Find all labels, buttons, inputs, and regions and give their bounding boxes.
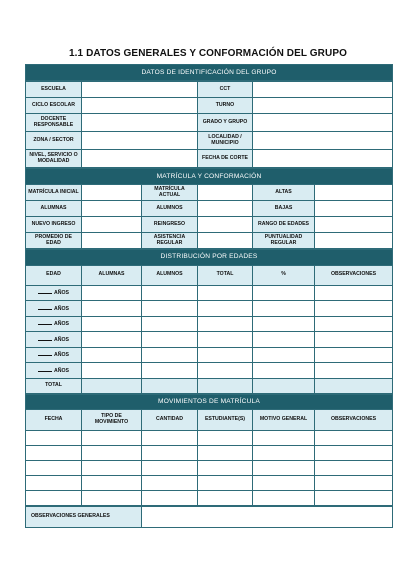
female-cell[interactable]: [82, 332, 142, 348]
percent-cell[interactable]: [253, 301, 315, 317]
school-label: ESCUELA: [26, 82, 82, 98]
new-entry-field[interactable]: [82, 217, 142, 233]
cell[interactable]: [26, 446, 82, 461]
movement-row: [26, 431, 393, 446]
percent-cell[interactable]: [253, 285, 315, 301]
cell[interactable]: [198, 446, 253, 461]
level-label: NIVEL, SERVICIO O MODALIDAD: [26, 150, 82, 168]
age-row: [26, 347, 393, 363]
cell[interactable]: [142, 446, 198, 461]
attendance-field[interactable]: [198, 233, 253, 249]
teacher-label: DOCENTE RESPONSABLE: [26, 114, 82, 132]
total-cell[interactable]: [198, 363, 253, 379]
age-row: [26, 285, 393, 301]
observations-cell[interactable]: [315, 301, 393, 317]
age-distribution-table: [25, 249, 393, 394]
current-enrollment-field[interactable]: [198, 185, 253, 201]
identification-table-body: [25, 81, 393, 168]
percent-cell[interactable]: [253, 332, 315, 348]
female-cell[interactable]: [82, 285, 142, 301]
cell[interactable]: [198, 431, 253, 446]
male-cell[interactable]: [142, 285, 198, 301]
cutoff-date-label: FECHA DE CORTE: [198, 150, 253, 168]
teacher-field[interactable]: [82, 114, 198, 132]
percent-total-cell[interactable]: [253, 378, 315, 394]
grade-group-field[interactable]: [253, 114, 393, 132]
cell[interactable]: [82, 446, 142, 461]
age-row: [26, 363, 393, 379]
female-total-cell[interactable]: [82, 378, 142, 394]
cell[interactable]: [26, 431, 82, 446]
cutoff-date-field[interactable]: [253, 150, 393, 168]
age-row: [26, 332, 393, 348]
shift-field[interactable]: [253, 98, 393, 114]
withdrawals-label: BAJAS: [253, 201, 315, 217]
general-observations-label: OBSERVACIONES GENERALES: [26, 507, 142, 528]
total-cell[interactable]: [198, 301, 253, 317]
reentry-field[interactable]: [198, 217, 253, 233]
percent-cell[interactable]: [253, 347, 315, 363]
male-cell[interactable]: [142, 332, 198, 348]
age-cell[interactable]: AÑOS: [26, 316, 82, 332]
cell[interactable]: [253, 461, 315, 476]
age-distribution-header: DISTRIBUCIÓN POR EDADES: [26, 250, 393, 266]
female-students-field[interactable]: [82, 201, 142, 217]
cell[interactable]: [315, 491, 393, 506]
cell[interactable]: [198, 476, 253, 491]
cell[interactable]: [142, 476, 198, 491]
col-female: ALUMNAS: [82, 265, 142, 285]
enrollment-header: MATRÍCULA Y CONFORMACIÓN: [26, 169, 393, 185]
cell[interactable]: [315, 446, 393, 461]
movement-row: [26, 491, 393, 506]
cct-label: CCT: [198, 82, 253, 98]
cycle-label: CICLO ESCOLAR: [26, 98, 82, 114]
cell[interactable]: [82, 491, 142, 506]
cell[interactable]: [315, 431, 393, 446]
col-students: ESTUDIANTE(S): [198, 410, 253, 431]
locality-label: LOCALIDAD / MUNICIPIO: [198, 132, 253, 150]
movement-row: [26, 461, 393, 476]
total-cell[interactable]: [198, 332, 253, 348]
female-cell[interactable]: [82, 347, 142, 363]
cct-field[interactable]: [253, 82, 393, 98]
male-total-cell[interactable]: [142, 378, 198, 394]
male-cell[interactable]: [142, 347, 198, 363]
age-cell[interactable]: AÑOS: [26, 285, 82, 301]
cell[interactable]: [26, 491, 82, 506]
cell[interactable]: [253, 491, 315, 506]
cell[interactable]: [253, 446, 315, 461]
male-cell[interactable]: [142, 363, 198, 379]
grade-group-label: GRADO Y GRUPO: [198, 114, 253, 132]
level-field[interactable]: [82, 150, 198, 168]
male-cell[interactable]: [142, 301, 198, 317]
average-age-label: PROMEDIO DE EDAD: [26, 233, 82, 249]
cell[interactable]: [26, 461, 82, 476]
additions-label: ALTAS: [253, 185, 315, 201]
cell[interactable]: [82, 431, 142, 446]
cycle-field[interactable]: [82, 98, 198, 114]
general-observations-table: [25, 506, 393, 528]
form-sheet: [25, 64, 392, 528]
col-date: FECHA: [26, 410, 82, 431]
age-row: [26, 316, 393, 332]
cell[interactable]: [315, 461, 393, 476]
col-movement-observations: OBSERVACIONES: [315, 410, 393, 431]
observations-cell[interactable]: [315, 347, 393, 363]
col-observations: OBSERVACIONES: [315, 265, 393, 285]
col-total: TOTAL: [198, 265, 253, 285]
movements-table: [25, 394, 393, 506]
female-cell[interactable]: [82, 301, 142, 317]
male-students-label: ALUMNOS: [142, 201, 198, 217]
col-male: ALUMNOS: [142, 265, 198, 285]
cell[interactable]: [198, 461, 253, 476]
age-range-label: RANGO DE EDADES: [253, 217, 315, 233]
total-cell[interactable]: [198, 316, 253, 332]
initial-enrollment-label: MATRÍCULA INICIAL: [26, 185, 82, 201]
female-cell[interactable]: [82, 316, 142, 332]
identification-table: [25, 64, 393, 81]
age-range-field[interactable]: [315, 217, 393, 233]
shift-label: TURNO: [198, 98, 253, 114]
col-quantity: CANTIDAD: [142, 410, 198, 431]
movement-row: [26, 476, 393, 491]
age-row: [26, 301, 393, 317]
total-cell[interactable]: [198, 347, 253, 363]
movements-header: MOVIMIENTOS DE MATRÍCULA: [26, 395, 393, 410]
page-title: 1.1 DATOS GENERALES Y CONFORMACIÓN DEL GRUPO: [69, 48, 347, 59]
cell[interactable]: [253, 476, 315, 491]
cell[interactable]: [142, 431, 198, 446]
zone-label: ZONA / SECTOR: [26, 132, 82, 150]
current-enrollment-label: MATRÍCULA ACTUAL: [142, 185, 198, 201]
cell[interactable]: [26, 476, 82, 491]
male-cell[interactable]: [142, 316, 198, 332]
withdrawals-field[interactable]: [315, 201, 393, 217]
col-movement-type: TIPO DE MOVIMIENTO: [82, 410, 142, 431]
female-students-label: ALUMNAS: [26, 201, 82, 217]
average-age-field[interactable]: [82, 233, 142, 249]
additions-field[interactable]: [315, 185, 393, 201]
col-reason: MOTIVO GENERAL: [253, 410, 315, 431]
new-entry-label: NUEVO INGRESO: [26, 217, 82, 233]
zone-field[interactable]: [82, 132, 198, 150]
punctuality-field[interactable]: [315, 233, 393, 249]
age-cell[interactable]: AÑOS: [26, 332, 82, 348]
age-cell[interactable]: AÑOS: [26, 347, 82, 363]
cell[interactable]: [142, 491, 198, 506]
observations-cell[interactable]: [315, 363, 393, 379]
age-cell[interactable]: AÑOS: [26, 363, 82, 379]
observations-total-cell[interactable]: [315, 378, 393, 394]
cell[interactable]: [198, 491, 253, 506]
initial-enrollment-field[interactable]: [82, 185, 142, 201]
col-age: EDAD: [26, 265, 82, 285]
grand-total-cell[interactable]: [198, 378, 253, 394]
age-total-row: [26, 378, 393, 394]
movement-row: [26, 446, 393, 461]
enrollment-table: [25, 168, 393, 249]
identification-header: DATOS DE IDENTIFICACIÓN DEL GRUPO: [26, 65, 393, 81]
percent-cell[interactable]: [253, 363, 315, 379]
col-percent: %: [253, 265, 315, 285]
locality-field[interactable]: [253, 132, 393, 150]
female-cell[interactable]: [82, 363, 142, 379]
male-students-field[interactable]: [198, 201, 253, 217]
cell[interactable]: [142, 461, 198, 476]
reentry-label: REINGRESO: [142, 217, 198, 233]
cell[interactable]: [82, 476, 142, 491]
percent-cell[interactable]: [253, 316, 315, 332]
total-label: TOTAL: [26, 378, 82, 394]
attendance-label: ASISTENCIA REGULAR: [142, 233, 198, 249]
general-observations-field[interactable]: [142, 507, 393, 528]
total-cell[interactable]: [198, 285, 253, 301]
cell[interactable]: [253, 431, 315, 446]
punctuality-label: PUNTUALIDAD REGULAR: [253, 233, 315, 249]
observations-cell[interactable]: [315, 316, 393, 332]
cell[interactable]: [82, 461, 142, 476]
school-field[interactable]: [82, 82, 198, 98]
observations-cell[interactable]: [315, 285, 393, 301]
age-cell[interactable]: AÑOS: [26, 301, 82, 317]
cell[interactable]: [315, 476, 393, 491]
observations-cell[interactable]: [315, 332, 393, 348]
